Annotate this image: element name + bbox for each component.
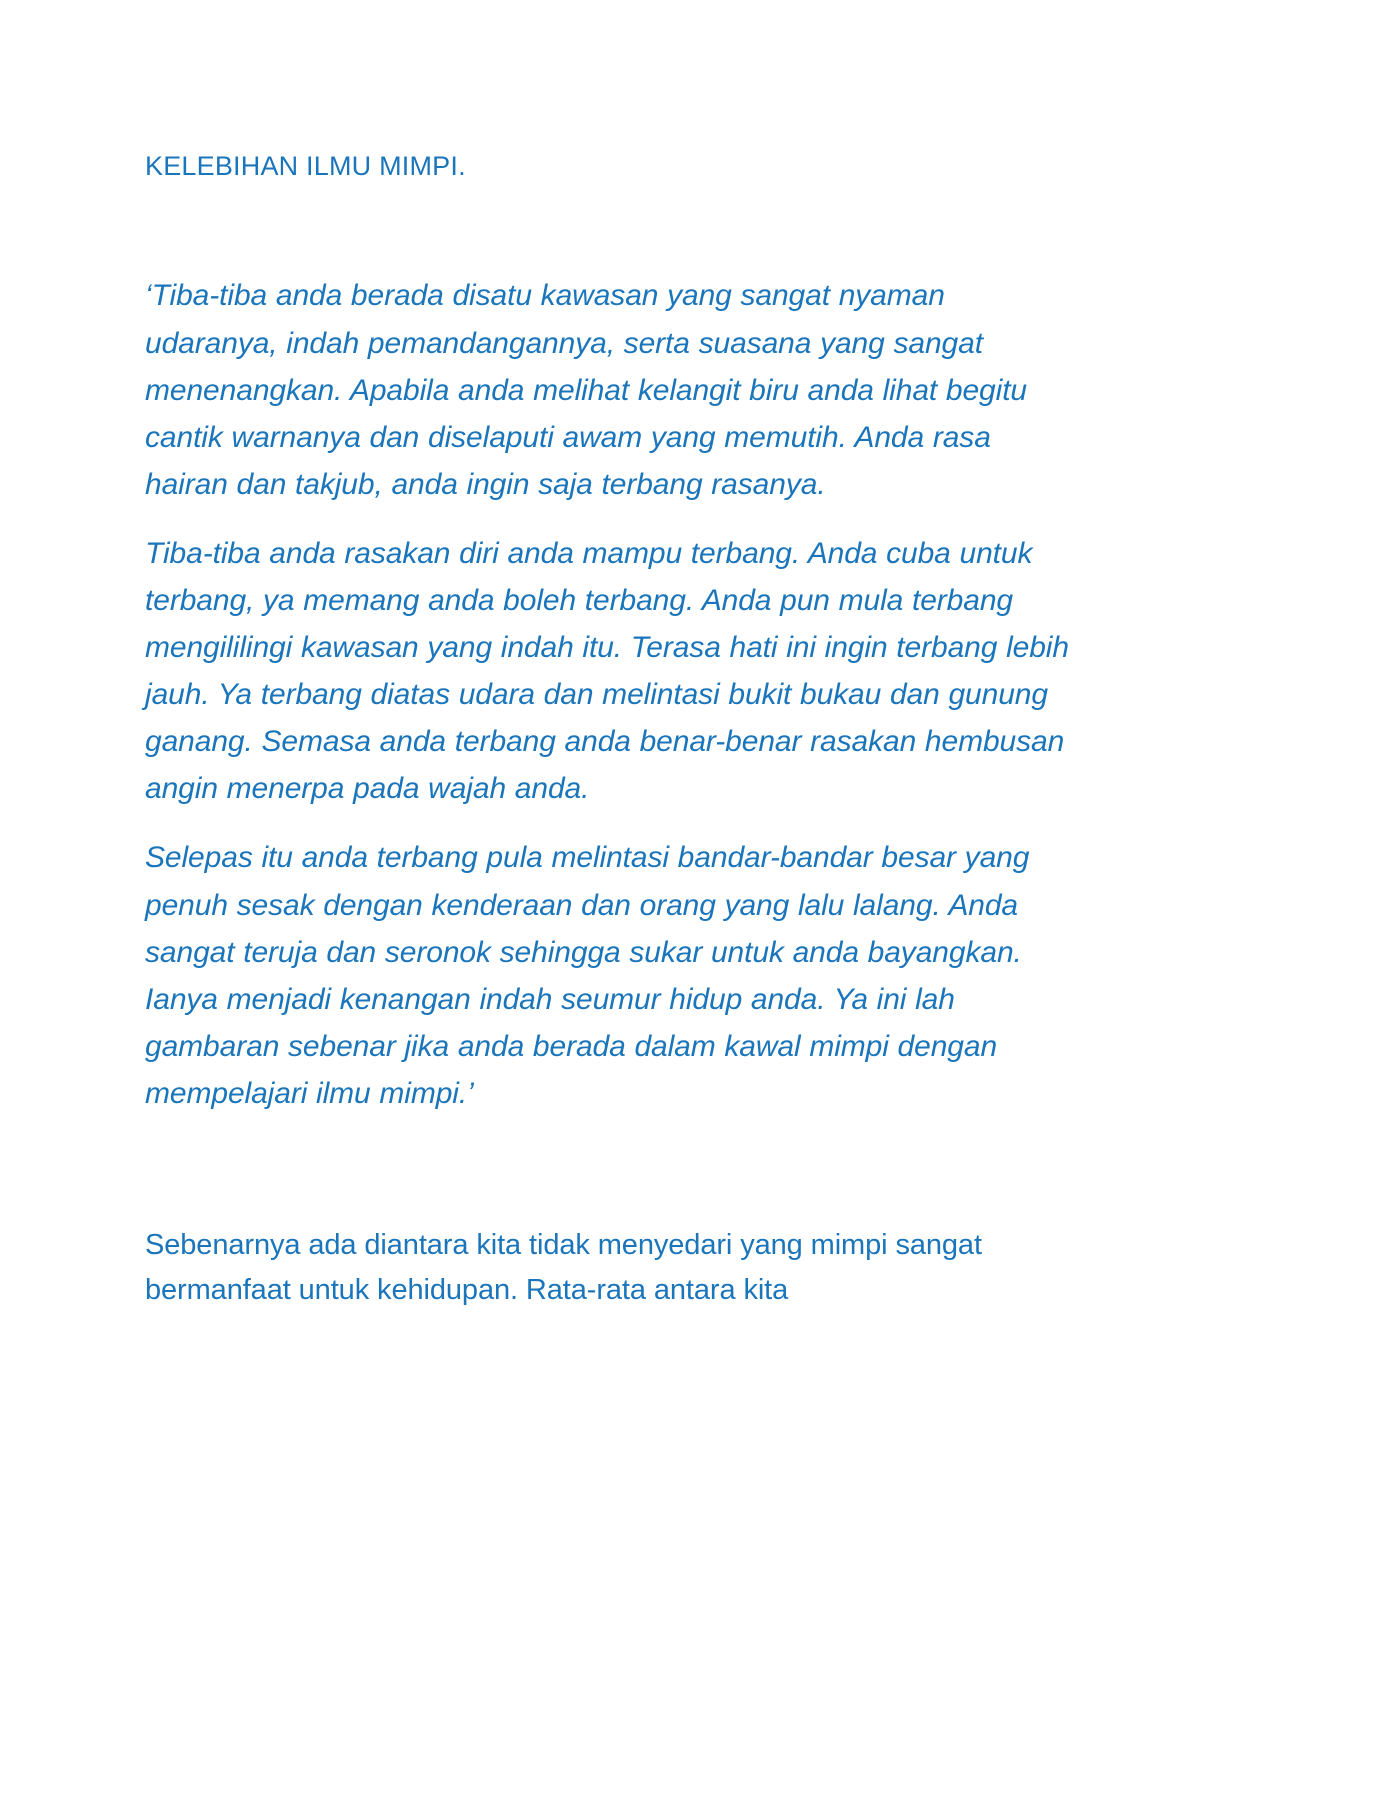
closing-paragraph: Sebenarnya ada diantara kita tidak menyedari yang mimpi sangat bermanfaat untuk kehidupan. Rata-rata antara kita — [145, 1229, 982, 1306]
quote-spacer — [145, 1117, 1080, 1223]
quote-paragraph-1: ‘Tiba-tiba anda berada disatu kawasan yang sangat nyaman udaranya, indah pemandangannya, serta suasana yang sangat menenangkan. Apabila anda melihat kelangit biru anda lihat begitu cantik warnanya dan diselaputi awam yang memutih. Anda rasa hairan dan takjub, anda ingin saja terbang rasanya. — [145, 279, 1028, 501]
title-spacer — [145, 184, 1080, 272]
quote-paragraph-3: Selepas itu anda terbang pula melintasi bandar-bandar besar yang penuh sesak dengan kenderaan dan orang yang lalu lalang. Anda sangat teruja dan seronok sehingga sukar untuk anda bayangkan. Ianya menjadi kenangan indah seumur hidup anda. Ya ini lah gambaran sebenar jika anda berada dalam kawal mimpi dengan mempelajari ilmu mimpi.’ — [145, 841, 1030, 1110]
page-title: KELEBIHAN ILMU MIMPI. — [145, 151, 466, 181]
document-body — [145, 0, 1080, 1313]
quote-block — [145, 272, 1080, 1117]
quote-paragraph-2: Tiba-tiba anda rasakan diri anda mampu terbang. Anda cuba untuk terbang, ya memang anda boleh terbang. Anda pun mula terbang mengililingi kawasan yang indah itu. Terasa hati ini ingin terbang lebih jauh. Ya terbang diatas udara dan melintasi bukit bukau dan gunung ganang. Semasa anda terbang anda benar-benar rasakan hembusan angin menerpa pada wajah anda. — [145, 536, 1069, 806]
